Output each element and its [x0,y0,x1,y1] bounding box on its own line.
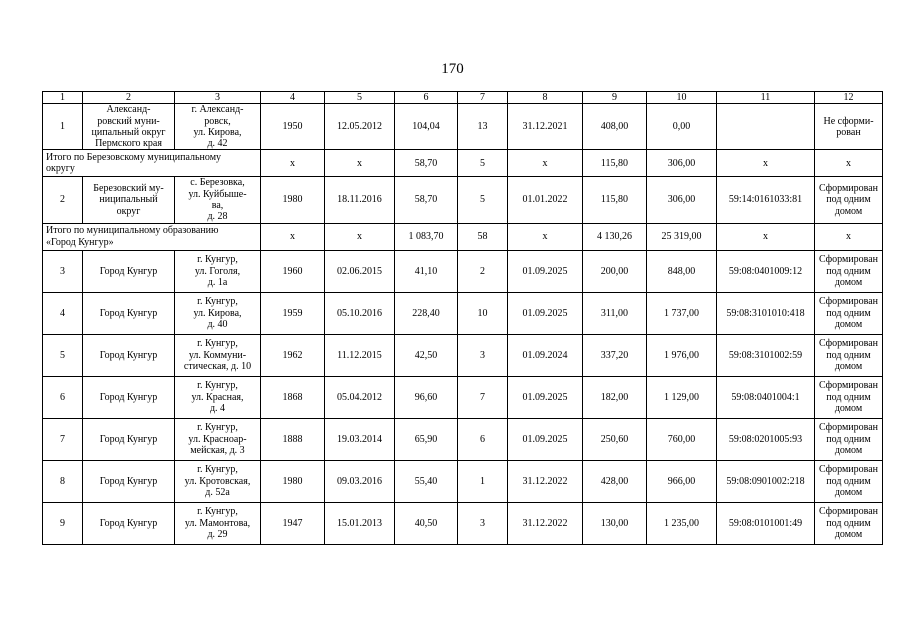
table-cell: 2 [43,177,83,223]
table-cell: 02.06.2015 [325,250,395,292]
table-cell: 41,10 [395,250,458,292]
table-cell: 1868 [261,376,325,418]
column-header: 11 [717,92,815,104]
table-cell: 228,40 [395,292,458,334]
table-cell: 55,40 [395,460,458,502]
table-cell: Город Кунгур [83,460,175,502]
table-cell: 0,00 [647,104,717,150]
table-cell: 1947 [261,502,325,544]
table-cell: 3 [43,250,83,292]
table-cell: Александ- ровский муни- ципальный округ Пермского края [83,104,175,150]
table-cell: 59:08:0401004:1 [717,376,815,418]
table-cell: 428,00 [583,460,647,502]
table-row [43,376,883,418]
table-cell: 58,70 [395,177,458,223]
table-cell: 3 [458,334,508,376]
table-cell: 01.09.2025 [508,376,583,418]
table-cell: 18.11.2016 [325,177,395,223]
subtotal-row [43,223,883,250]
table-cell: 1 737,00 [647,292,717,334]
column-header: 5 [325,92,395,104]
table-cell: 6 [43,376,83,418]
table-cell: 31.12.2022 [508,502,583,544]
table-cell: 25 319,00 [647,223,717,250]
table-cell: 09.03.2016 [325,460,395,502]
table-cell: 182,00 [583,376,647,418]
table-cell: 1 976,00 [647,334,717,376]
table-cell: 01.09.2025 [508,250,583,292]
table-cell: 40,50 [395,502,458,544]
table-cell: 306,00 [647,177,717,223]
table-cell: 1 [458,460,508,502]
table-cell: Сформирован под одним домом [815,460,883,502]
table-cell: 1980 [261,460,325,502]
table-cell: 5 [458,150,508,177]
table-cell: 59:08:0901002:218 [717,460,815,502]
table-cell: с. Березовка, ул. Куйбыше- ва, д. 28 [175,177,261,223]
column-number-row [43,92,883,104]
table-cell: Сформирован под одним домом [815,418,883,460]
column-header: 6 [395,92,458,104]
table-cell: 8 [43,460,83,502]
table-cell: Город Кунгур [83,292,175,334]
table-cell: 104,04 [395,104,458,150]
table-cell: Город Кунгур [83,334,175,376]
table-cell: 1960 [261,250,325,292]
table-cell: 4 130,26 [583,223,647,250]
table-cell: 01.09.2025 [508,418,583,460]
column-header: 2 [83,92,175,104]
housing-register-table [42,91,883,545]
table-cell: 5 [43,334,83,376]
table-row [43,104,883,150]
table-cell: 1 [43,104,83,150]
table-cell: Березовский му- ниципальный округ [83,177,175,223]
table-cell: Сформирован под одним домом [815,376,883,418]
table-cell: 306,00 [647,150,717,177]
column-header: 8 [508,92,583,104]
table-cell: г. Кунгур, ул. Кротовская, д. 52а [175,460,261,502]
table-cell: 1888 [261,418,325,460]
table-cell: 1 129,00 [647,376,717,418]
table-cell: 58,70 [395,150,458,177]
table-cell: Сформирован под одним домом [815,250,883,292]
table-cell: 1950 [261,104,325,150]
table-cell: 848,00 [647,250,717,292]
column-header: 3 [175,92,261,104]
table-row [43,502,883,544]
table-cell: г. Кунгур, ул. Коммуни- стическая, д. 10 [175,334,261,376]
table-row [43,418,883,460]
table-cell: 1 235,00 [647,502,717,544]
table-cell: x [717,223,815,250]
column-header: 12 [815,92,883,104]
table-row [43,292,883,334]
table-cell: 200,00 [583,250,647,292]
table-cell: 31.12.2022 [508,460,583,502]
table-cell: 58 [458,223,508,250]
table-cell: x [508,223,583,250]
table-cell: 7 [43,418,83,460]
page-number: 170 [441,61,464,77]
table-cell: 115,80 [583,150,647,177]
subtotal-label: Итого по муниципальному образованию «Город Кунгур» [43,223,261,250]
table-cell: 6 [458,418,508,460]
table-cell: 311,00 [583,292,647,334]
table-cell: 42,50 [395,334,458,376]
table-cell: 1 083,70 [395,223,458,250]
table-cell: 130,00 [583,502,647,544]
table-cell: 250,60 [583,418,647,460]
table-cell: 01.01.2022 [508,177,583,223]
table-cell: 4 [43,292,83,334]
table-cell: Сформирован под одним домом [815,292,883,334]
table-cell: 59:14:0161033:81 [717,177,815,223]
table-cell: x [717,150,815,177]
table-cell: Город Кунгур [83,376,175,418]
table-cell: г. Кунгур, ул. Кирова, д. 40 [175,292,261,334]
table-cell: 59:08:3101002:59 [717,334,815,376]
table-cell: 05.04.2012 [325,376,395,418]
table-cell: 65,90 [395,418,458,460]
table-cell: 59:08:0201005:93 [717,418,815,460]
table-cell: 1962 [261,334,325,376]
table-cell: x [815,150,883,177]
table-cell: 408,00 [583,104,647,150]
table-cell: Город Кунгур [83,502,175,544]
table-cell: 96,60 [395,376,458,418]
table-cell: 337,20 [583,334,647,376]
table-cell: 115,80 [583,177,647,223]
table-cell: 5 [458,177,508,223]
table-cell: x [261,150,325,177]
table-cell: 13 [458,104,508,150]
table-cell: x [261,223,325,250]
table-cell: 966,00 [647,460,717,502]
column-header: 9 [583,92,647,104]
subtotal-row [43,150,883,177]
table-cell: 19.03.2014 [325,418,395,460]
table-cell: 7 [458,376,508,418]
table-cell: 760,00 [647,418,717,460]
table-cell: 05.10.2016 [325,292,395,334]
table-cell: 12.05.2012 [325,104,395,150]
table-cell: x [508,150,583,177]
table-cell: г. Кунгур, ул. Мамонтова, д. 29 [175,502,261,544]
table-cell: x [325,223,395,250]
table-cell: г. Кунгур, ул. Красноар- мейская, д. 3 [175,418,261,460]
table-cell: Город Кунгур [83,250,175,292]
table-cell: 3 [458,502,508,544]
table-cell: 01.09.2025 [508,292,583,334]
table-cell [717,104,815,150]
table-cell: Город Кунгур [83,418,175,460]
table-cell: x [325,150,395,177]
table-body [43,92,883,545]
table-cell: г. Кунгур, ул. Гоголя, д. 1а [175,250,261,292]
table-cell: 59:08:3101010:418 [717,292,815,334]
table-row [43,334,883,376]
table-cell: Сформирован под одним домом [815,177,883,223]
table-row [43,460,883,502]
table-cell: г. Кунгур, ул. Красная, д. 4 [175,376,261,418]
table-cell: Сформирован под одним домом [815,502,883,544]
table-cell: Не сформи- рован [815,104,883,150]
column-header: 1 [43,92,83,104]
subtotal-label: Итого по Березовскому муниципальному округу [43,150,261,177]
table-cell: 1959 [261,292,325,334]
table-cell: 11.12.2015 [325,334,395,376]
column-header: 10 [647,92,717,104]
table-cell: 10 [458,292,508,334]
table-row [43,250,883,292]
column-header: 4 [261,92,325,104]
table-cell: 01.09.2024 [508,334,583,376]
table-cell: 59:08:0101001:49 [717,502,815,544]
table-cell: 15.01.2013 [325,502,395,544]
table-cell: Сформирован под одним домом [815,334,883,376]
table-row [43,177,883,223]
table-cell: 9 [43,502,83,544]
column-header: 7 [458,92,508,104]
table-cell: 2 [458,250,508,292]
table-cell: x [815,223,883,250]
table-cell: г. Александ- ровск, ул. Кирова, д. 42 [175,104,261,150]
table-cell: 31.12.2021 [508,104,583,150]
table-cell: 1980 [261,177,325,223]
table-cell: 59:08:0401009:12 [717,250,815,292]
